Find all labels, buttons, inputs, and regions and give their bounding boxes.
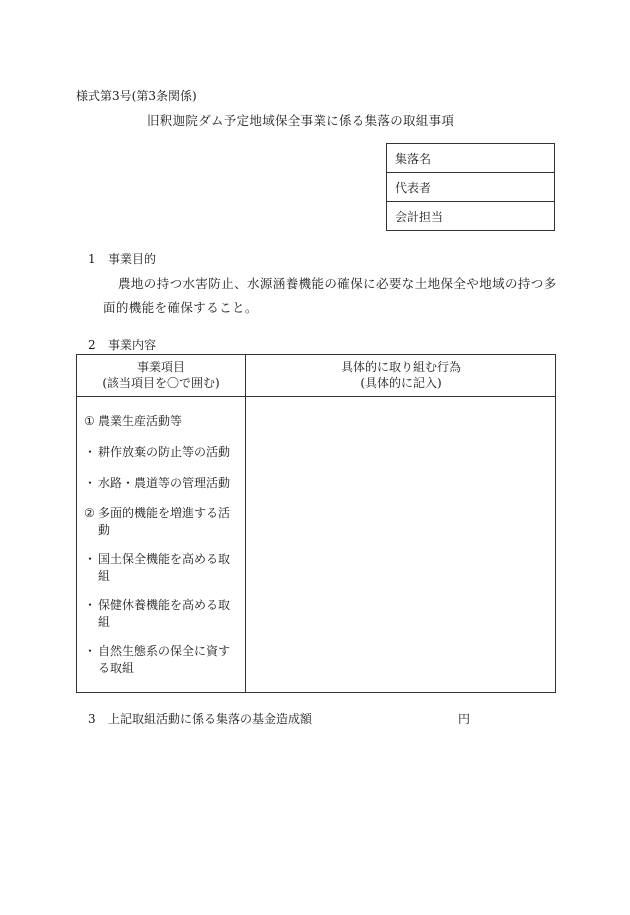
document-title: 旧釈迦院ダム予定地域保全事業に係る集落の取組事項 bbox=[147, 113, 455, 128]
info-row-accountant: 会計担当 bbox=[387, 202, 555, 231]
activity-item-6[interactable] bbox=[84, 597, 244, 631]
activity-item-7[interactable] bbox=[84, 643, 244, 677]
item-mark: ② bbox=[84, 506, 95, 520]
item-label-cont: る取組 bbox=[98, 661, 135, 675]
activity-table bbox=[76, 354, 556, 693]
info-row-village-name: 集落名 bbox=[387, 144, 555, 173]
activity-item-1[interactable] bbox=[84, 413, 244, 430]
activity-item-4[interactable] bbox=[84, 505, 244, 539]
activity-item-3[interactable] bbox=[84, 475, 244, 492]
header-left-line2: (該当項目を〇で囲む) bbox=[102, 376, 220, 390]
item-label: 自然生態系の保全に資す bbox=[98, 644, 231, 658]
section2-heading bbox=[88, 336, 156, 353]
form-number: 様式第3号(第3条関係) bbox=[76, 89, 197, 103]
item-mark: ・ bbox=[84, 598, 97, 612]
section1-number: 1 bbox=[88, 252, 96, 266]
item-label: 国土保全機能を高める取 bbox=[98, 552, 231, 566]
item-label-cont: 組 bbox=[98, 569, 111, 583]
item-mark: ・ bbox=[84, 476, 97, 490]
item-label: 水路・農道等の管理活動 bbox=[98, 476, 231, 490]
activity-item-2[interactable] bbox=[84, 444, 244, 461]
section1-title: 事業目的 bbox=[108, 252, 157, 266]
item-mark: ・ bbox=[84, 445, 97, 459]
item-label-cont: 動 bbox=[98, 523, 111, 537]
section1-heading bbox=[88, 250, 156, 267]
item-label: 保健休養機能を高める取 bbox=[98, 598, 231, 612]
section3-line bbox=[88, 710, 312, 727]
yen-unit: 円 bbox=[458, 712, 471, 726]
header-right-line2: (具体的に記入) bbox=[360, 376, 442, 390]
item-label: 耕作放棄の防止等の活動 bbox=[98, 445, 231, 459]
item-label: 農業生産活動等 bbox=[98, 414, 183, 428]
item-mark: ① bbox=[84, 414, 95, 428]
section3-number: 3 bbox=[88, 712, 96, 726]
info-row-representative: 代表者 bbox=[387, 173, 555, 202]
item-mark: ・ bbox=[84, 552, 97, 566]
item-label-cont: 組 bbox=[98, 615, 111, 629]
activity-item-5[interactable] bbox=[84, 551, 244, 585]
section2-number: 2 bbox=[88, 338, 96, 352]
header-divider bbox=[77, 396, 555, 397]
header-specific-actions bbox=[246, 359, 556, 391]
header-right-line1: 具体的に取り組む行為 bbox=[340, 360, 461, 374]
item-label: 多面的機能を増進する活 bbox=[98, 506, 231, 520]
info-box bbox=[386, 143, 555, 231]
column-divider bbox=[245, 355, 246, 692]
header-activity-items bbox=[77, 359, 245, 391]
header-left-line1: 事業項目 bbox=[136, 360, 185, 374]
section3-text: 上記取組活動に係る集落の基金造成額 bbox=[108, 712, 313, 726]
section1-body-line2: 面的機能を確保すること。 bbox=[103, 300, 258, 315]
item-mark: ・ bbox=[84, 644, 97, 658]
section1-body-line1: 農地の持つ水害防止、水源涵養機能の確保に必要な土地保全や地域の持つ多 bbox=[118, 276, 557, 291]
section2-title: 事業内容 bbox=[108, 338, 157, 352]
